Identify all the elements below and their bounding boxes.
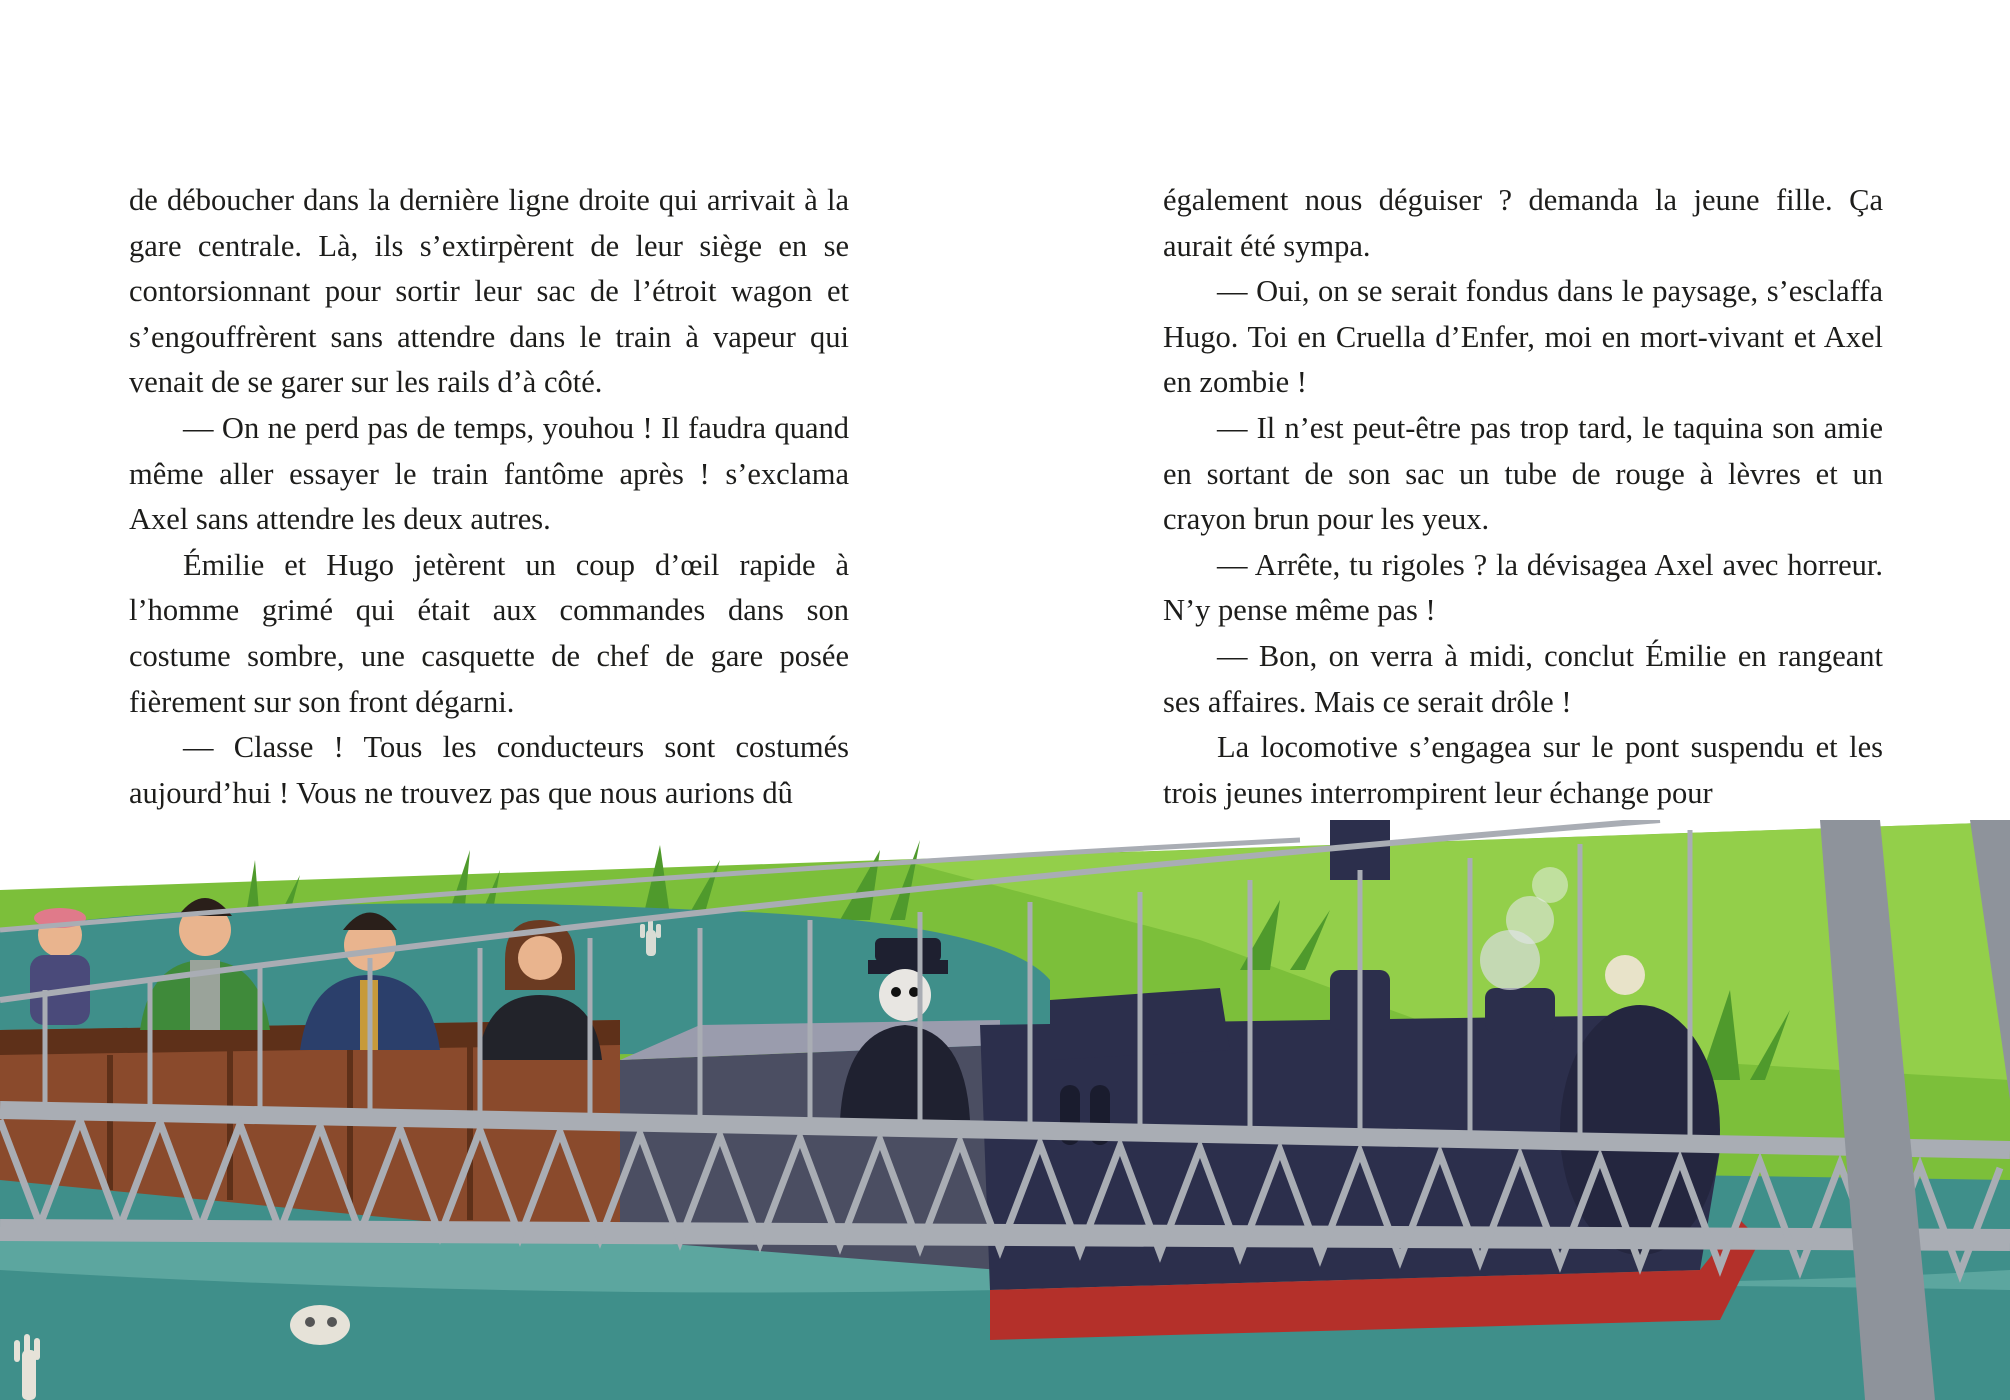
paragraph: — Oui, on se serait fondus dans le paysage, s’esclaffa Hugo. Toi en Cruella d’Enfer, moi en mort-vivant et Axel en zombie ! — [1163, 274, 1883, 400]
paragraph: — Il n’est peut-être pas trop tard, le taquina son amie en sortant de son sac un tube de rouge à lèvres et un crayon brun pour les yeux. — [1163, 410, 1883, 537]
train-bridge-illustration — [0, 820, 2010, 1400]
paragraph: La locomotive s’engagea sur le pont suspendu et les trois jeunes interrompirent leur échange pour — [1163, 730, 1883, 810]
skull-in-water — [290, 1305, 350, 1345]
paragraph: — Bon, on verra à midi, conclut Émilie en rangeant ses affaires. Mais ce serait drôle ! — [1163, 638, 1883, 719]
paragraph: — Arrête, tu rigoles ? la dévisagea Axel avec horreur. N’y pense même pas ! — [1163, 547, 1883, 628]
text-column-right — [1163, 178, 1883, 816]
text-column-left — [129, 178, 849, 816]
paragraph: de déboucher dans la dernière ligne droite qui arrivait à la gare centrale. Là, ils s’extirpèrent de leur siège en se contorsionnant pour sortir leur sac de l’étroit wagon et s’engouffrèrent sans attendre dans le train à vapeur qui venait de se garer sur les rails d’à côté. — [129, 183, 849, 400]
paragraph: Émilie et Hugo jetèrent un coup d’œil rapide à l’homme grimé qui était aux commandes dans son costume sombre, une casquette de chef de gare posée fièrement sur son front dégarni. — [129, 547, 849, 719]
paragraph: — On ne perd pas de temps, youhou ! Il faudra quand même aller essayer le train fantôme après ! s’exclama Axel sans attendre les deux autres. — [129, 410, 849, 537]
paragraph: — Classe ! Tous les conducteurs sont costumés aujourd’hui ! Vous ne trouvez pas que nous aurions dû — [129, 730, 849, 810]
paragraph: également nous déguiser ? demanda la jeune fille. Ça aurait été sympa. — [1163, 183, 1883, 263]
